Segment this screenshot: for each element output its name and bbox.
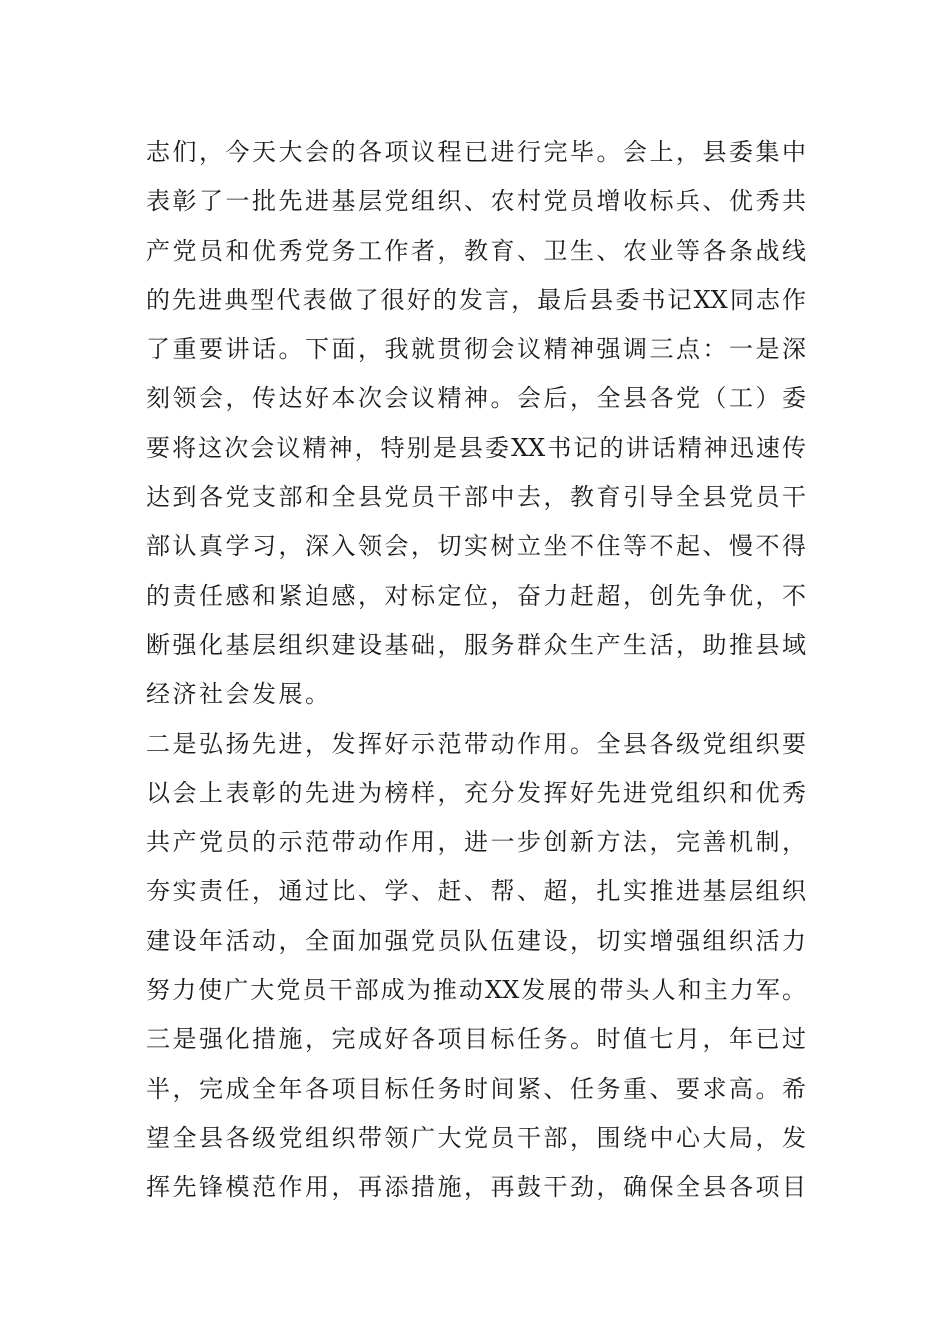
- text-line: 要将这次会议精神，特别是县委XX书记的讲话精神迅速传: [146, 433, 806, 462]
- text-line: 挥先锋模范作用，再添措施，再鼓干劲，确保全县各项目: [146, 1173, 806, 1202]
- text-line: 的责任感和紧迫感，对标定位，奋力赶超，创先争优，不: [146, 581, 806, 610]
- text-line: 产党员和优秀党务工作者，教育、卫生、农业等各条战线: [146, 236, 806, 265]
- text-line: 了重要讲话。下面，我就贯彻会议精神强调三点：一是深: [146, 335, 806, 364]
- paragraph: [146, 1015, 806, 1212]
- text-line: 表彰了一批先进基层党组织、农村党员增收标兵、优秀共: [146, 187, 806, 216]
- text-line: 共产党员的示范带动作用，进一步创新方法，完善机制，: [146, 828, 806, 857]
- text-line: 建设年活动，全面加强党员队伍建设，切实增强组织活力: [146, 926, 806, 955]
- text-line: 刻领会，传达好本次会议精神。会后，全县各党（工）委: [146, 384, 806, 413]
- text-line: 努力使广大党员干部成为推动XX发展的带头人和主力军。: [146, 976, 806, 1005]
- text-line: 二是弘扬先进，发挥好示范带动作用。全县各级党组织要: [146, 729, 806, 758]
- text-line: 断强化基层组织建设基础，服务群众生产生活，助推县域: [146, 630, 806, 659]
- text-line: 经济社会发展。: [146, 680, 332, 709]
- text-line: 半，完成全年各项目标任务时间紧、任务重、要求高。希: [146, 1074, 806, 1103]
- paragraph: [146, 128, 806, 720]
- text-line: 的先进典型代表做了很好的发言，最后县委书记XX同志作: [146, 285, 806, 314]
- text-line: 部认真学习，深入领会，切实树立坐不住等不起、慢不得: [146, 532, 806, 561]
- text-line: 志们，今天大会的各项议程已进行完毕。会上，县委集中: [146, 138, 806, 166]
- text-line: 夯实责任，通过比、学、赶、帮、超，扎实推进基层组织: [146, 877, 806, 906]
- document-body: [146, 128, 806, 1213]
- text-line: 望全县各级党组织带领广大党员干部，围绕中心大局，发: [146, 1123, 806, 1152]
- paragraph: [146, 720, 806, 1016]
- text-line: 达到各党支部和全县党员干部中去，教育引导全县党员干: [146, 483, 806, 512]
- text-line: 以会上表彰的先进为榜样，充分发挥好先进党组织和优秀: [146, 778, 806, 807]
- text-line: 三是强化措施，完成好各项目标任务。时值七月，年已过: [146, 1025, 806, 1054]
